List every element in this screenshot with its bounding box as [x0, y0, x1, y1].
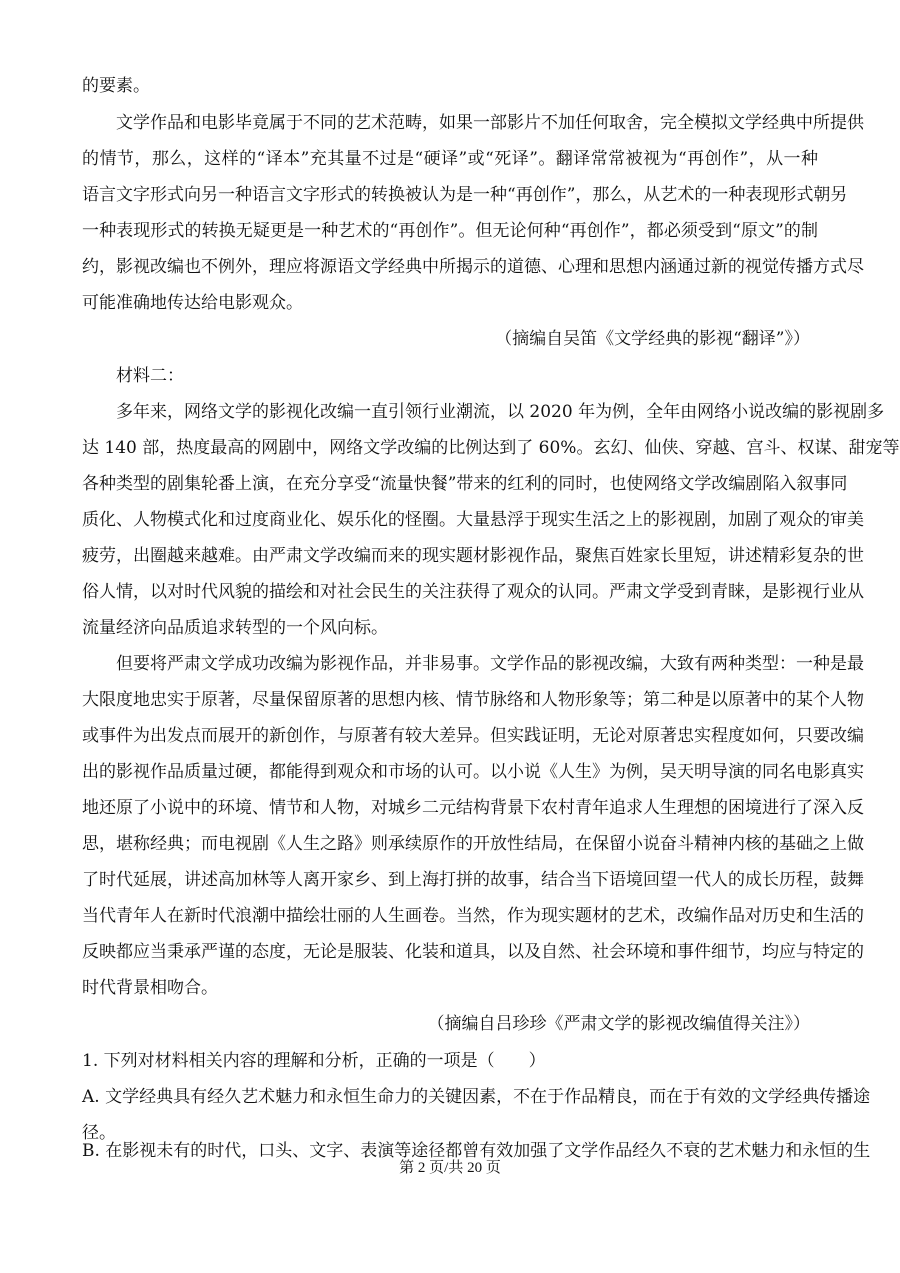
paragraph-3-line: 或事件为出发点而展开的新创作，与原著有较大差异。但实践证明，无论对原著忠实程度如何，只要改编	[82, 726, 864, 746]
source-citation-1: （摘编自吴笛《文学经典的影视“翻译”》）	[495, 329, 810, 349]
paragraph-1-line: 文学作品和电影毕竟属于不同的艺术范畴，如果一部影片不加任何取舍，完全模拟文学经典中所提供	[116, 113, 864, 133]
paragraph-2-line: 各种类型的剧集轮番上演，在充分享受“流量快餐”带来的红利的同时，也使网络文学改编剧陷入叙事同	[82, 474, 848, 494]
source-citation-2: （摘编自吕珍珍《严肃文学的影视改编值得关注》）	[427, 1014, 810, 1034]
paragraph-3-line: 时代背景相吻合。	[82, 978, 218, 998]
page-footer: 第 2 页/共 20 页	[399, 1160, 501, 1176]
paragraph-3-line: 地还原了小说中的环境、情节和人物，对城乡二元结构背景下农村青年追求人生理想的困境进行了深入反	[82, 798, 864, 818]
carry-over-line: 的要素。	[82, 76, 150, 96]
paragraph-3-line: 大限度地忠实于原著，尽量保留原著的思想内核、情节脉络和人物形象等；第二种是以原著中的某个人物	[82, 690, 864, 710]
paragraph-2-line: 质化、人物模式化和过度商业化、娱乐化的怪圈。大量悬浮于现实生活之上的影视剧，加剧了观众的审美	[82, 510, 864, 530]
paragraph-2-line: 疲劳，出圈越来越难。由严肃文学改编而来的现实题材影视作品，聚焦百姓家长里短，讲述精彩复杂的世	[82, 546, 864, 566]
paragraph-2-line: 流量经济向品质追求转型的一个风向标。	[82, 618, 388, 638]
question-1-stem: 1. 下列对材料相关内容的理解和分析，正确的一项是（ ）	[82, 1051, 546, 1071]
paragraph-3-line: 思，堪称经典；而电视剧《人生之路》则承续原作的开放性结局，在保留小说奋斗精神内核的基础之上做	[82, 834, 864, 854]
paragraph-3-line: 当代青年人在新时代浪潮中描绘壮丽的人生画卷。当然，作为现实题材的艺术，改编作品对历史和生活的	[82, 906, 864, 926]
paragraph-3-line: 但要将严肃文学成功改编为影视作品，并非易事。文学作品的影视改编，大致有两种类型：一种是最	[116, 654, 864, 674]
option-a-line: 径。	[82, 1123, 116, 1143]
option-a-line: A. 文学经典具有经久艺术魅力和永恒生命力的关键因素，不在于作品精良，而在于有效的文学经典传播途	[82, 1087, 871, 1107]
material-2-label: 材料二：	[116, 366, 184, 386]
paragraph-3-line: 了时代延展，讲述高加林等人离开家乡、到上海打拼的故事，结合当下语境回望一代人的成长历程，鼓舞	[82, 870, 864, 890]
paragraph-1-line: 约，影视改编也不例外，理应将源语文学经典中所揭示的道德、心理和思想内涵通过新的视觉传播方式尽	[82, 257, 864, 277]
paragraph-3-line: 出的影视作品质量过硬，都能得到观众和市场的认可。以小说《人生》为例，吴天明导演的同名电影真实	[82, 762, 864, 782]
paragraph-3-line: 反映都应当秉承严谨的态度，无论是服装、化装和道具，以及自然、社会环境和事件细节，均应与特定的	[82, 942, 864, 962]
paragraph-1-line: 可能准确地传达给电影观众。	[82, 293, 303, 313]
paragraph-1-line: 语言文字形式向另一种语言文字形式的转换被认为是一种“再创作”，那么，从艺术的一种表现形式朝另	[82, 185, 848, 205]
paragraph-2-line: 多年来，网络文学的影视化改编一直引领行业潮流，以 2020 年为例，全年由网络小说改编的影视剧多	[116, 402, 885, 422]
paragraph-2-line: 达 140 部，热度最高的网剧中，网络文学改编的比例达到了 60%。玄幻、仙侠、穿越、宫斗、权谋、甜宠等	[82, 438, 900, 458]
paragraph-2-line: 俗人情，以对时代风貌的描绘和对社会民生的关注获得了观众的认同。严肃文学受到青睐，是影视行业从	[82, 582, 864, 602]
option-b-line: B. 在影视未有的时代，口头、文字、表演等途径都曾有效加强了文学作品经久不衰的艺术魅力和永恒的生	[82, 1141, 871, 1161]
paragraph-1-line: 一种表现形式的转换无疑更是一种艺术的“再创作”。但无论何种“再创作”，都必须受到“原文”的制	[82, 221, 818, 241]
paragraph-1-line: 的情节，那么，这样的“译本”充其量不过是“硬译”或“死译”。翻译常常被视为“再创作”，从一种	[82, 149, 818, 169]
